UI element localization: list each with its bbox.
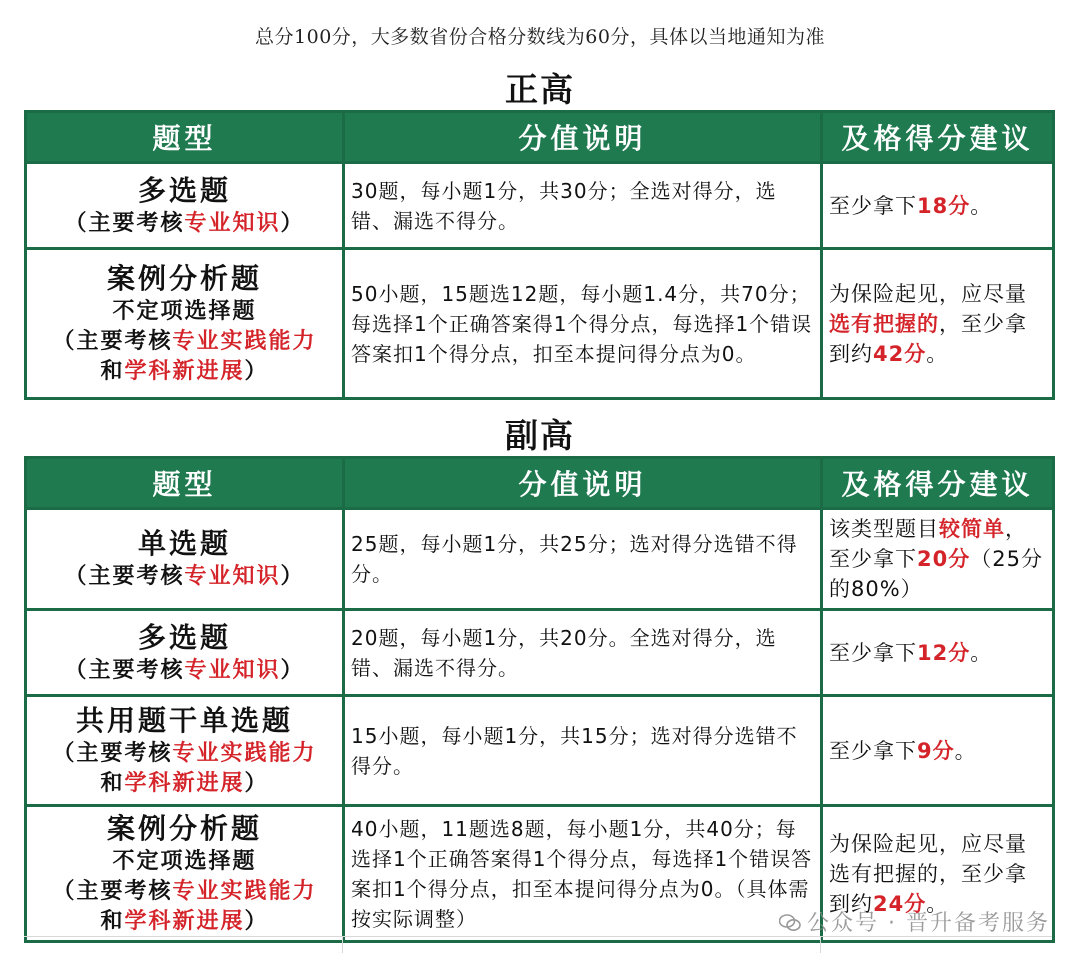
score-table-zhenggao (24, 110, 1055, 400)
advice-highlight: 9分 (917, 738, 955, 763)
table-row (26, 610, 1054, 696)
focus-highlight: 专业实践能力 (172, 878, 317, 904)
question-type-name: 单选题 (137, 527, 231, 560)
assessment-focus: （主要考核专业知识） (64, 210, 305, 236)
question-type-name: 多选题 (137, 173, 231, 207)
advice-highlight: 24分 (873, 891, 927, 916)
question-type-name: 共用题干单选题 (75, 703, 293, 737)
assessment-focus: 和学科新进展） (100, 908, 269, 934)
focus-highlight: 学科新进展 (124, 908, 245, 934)
header-advice: 及格得分建议 (822, 112, 1054, 163)
advice-highlight: 20分 (917, 547, 971, 571)
table-header-row (26, 112, 1054, 163)
section-title-zhenggao: 正高 (505, 70, 575, 109)
question-type-cell (26, 610, 344, 696)
advice-highlight: 较简单 (939, 517, 1005, 541)
score-description: 25题，每小题1分，共25分；选对得分选错不得分。 (344, 509, 822, 610)
header-type: 题型 (26, 458, 344, 509)
table-row (26, 509, 1054, 610)
question-type-cell (26, 509, 344, 610)
advice-text: 。 (970, 193, 993, 218)
top-note: 总分100分，大多数省份合格分数线为60分，具体以当地通知为准 (255, 26, 825, 48)
table-row (26, 163, 1054, 249)
assessment-focus: （主要考核专业实践能力 (52, 878, 317, 904)
question-type-name: 案例分析题 (106, 261, 262, 295)
pass-advice (822, 610, 1054, 696)
footer-divider (24, 936, 1052, 953)
assessment-focus: 和学科新进展） (100, 358, 269, 384)
advice-highlight: 18分 (917, 193, 971, 218)
question-type-sub: 不定项选择题 (112, 848, 257, 874)
score-description: 40小题，11题选8题，每小题1分，共40分；每选择1个正确答案得1个得分点，每选择1个错误答案扣1个得分点，扣至本提问得分点为0。（具体需按实际调整） (344, 806, 822, 942)
advice-text: 为保险起见，应尽量 (829, 281, 1027, 306)
advice-text: 为保险起见，应尽量选有把握的，至少拿到约 (829, 831, 1027, 916)
watermark (779, 906, 1050, 937)
advice-text: ，至少拿到约 (829, 311, 1027, 366)
score-description: 50小题，15题选12题，每小题1.4分，共70分；每选择1个正确答案得1个得分点，每选择1个错误答案扣1个得分点，扣至本提问得分点为0。 (344, 249, 822, 399)
score-description: 15小题，每小题1分，共15分；选对得分选错不得分。 (344, 696, 822, 806)
assessment-focus: （主要考核专业知识） (64, 657, 305, 683)
header-type: 题型 (26, 112, 344, 163)
score-description: 20题，每小题1分，共20分。全选对得分，选错、漏选不得分。 (344, 610, 822, 696)
table-row (26, 696, 1054, 806)
focus-highlight: 专业知识 (184, 210, 281, 236)
advice-text: 。 (926, 341, 949, 366)
advice-text: 。 (970, 640, 993, 665)
question-type-name: 案例分析题 (106, 811, 262, 845)
advice-text: 。 (926, 891, 949, 916)
assessment-focus: （主要考核专业实践能力 (52, 328, 317, 354)
assessment-focus: （主要考核专业知识） (64, 564, 305, 589)
table-header-row (26, 458, 1054, 509)
advice-text: （25分的80%） (829, 547, 1043, 601)
focus-highlight: 学科新进展 (124, 358, 245, 384)
question-type-cell (26, 249, 344, 399)
advice-highlight: 12分 (917, 640, 971, 665)
header-advice: 及格得分建议 (822, 458, 1054, 509)
assessment-focus: 和学科新进展） (100, 770, 269, 796)
advice-text: 至少拿下 (829, 640, 917, 665)
pass-advice (822, 509, 1054, 610)
assessment-focus: （主要考核专业实践能力 (52, 740, 317, 766)
advice-highlight: 选有把握的 (829, 311, 939, 336)
focus-highlight: 专业知识 (184, 657, 281, 683)
score-description: 30题，每小题1分，共30分；全选对得分，选错、漏选不得分。 (344, 163, 822, 249)
question-type-cell (26, 696, 344, 806)
focus-highlight: 学科新进展 (124, 770, 245, 796)
advice-text: ，至少拿下 (829, 517, 1027, 571)
watermark-text: 公众号 · 晋升备考服务 (807, 911, 1050, 936)
section-title-fugao: 副高 (505, 416, 575, 455)
table-row (26, 249, 1054, 399)
header-desc: 分值说明 (344, 458, 822, 509)
advice-text: 至少拿下 (829, 193, 917, 218)
question-type-cell (26, 163, 344, 249)
question-type-name: 多选题 (137, 620, 231, 654)
advice-text: 至少拿下 (829, 738, 917, 763)
advice-text: 该类型题目 (829, 517, 939, 541)
focus-highlight: 专业实践能力 (172, 328, 317, 354)
wechat-icon (779, 914, 801, 932)
focus-highlight: 专业实践能力 (172, 740, 317, 766)
header-desc: 分值说明 (344, 112, 822, 163)
advice-highlight: 42分 (873, 341, 927, 366)
question-type-cell (26, 806, 344, 942)
pass-advice (822, 249, 1054, 399)
advice-text: 。 (954, 738, 977, 763)
question-type-sub: 不定项选择题 (112, 298, 257, 324)
focus-highlight: 专业知识 (184, 564, 281, 589)
pass-advice (822, 163, 1054, 249)
score-table-fugao (24, 456, 1055, 943)
pass-advice (822, 696, 1054, 806)
